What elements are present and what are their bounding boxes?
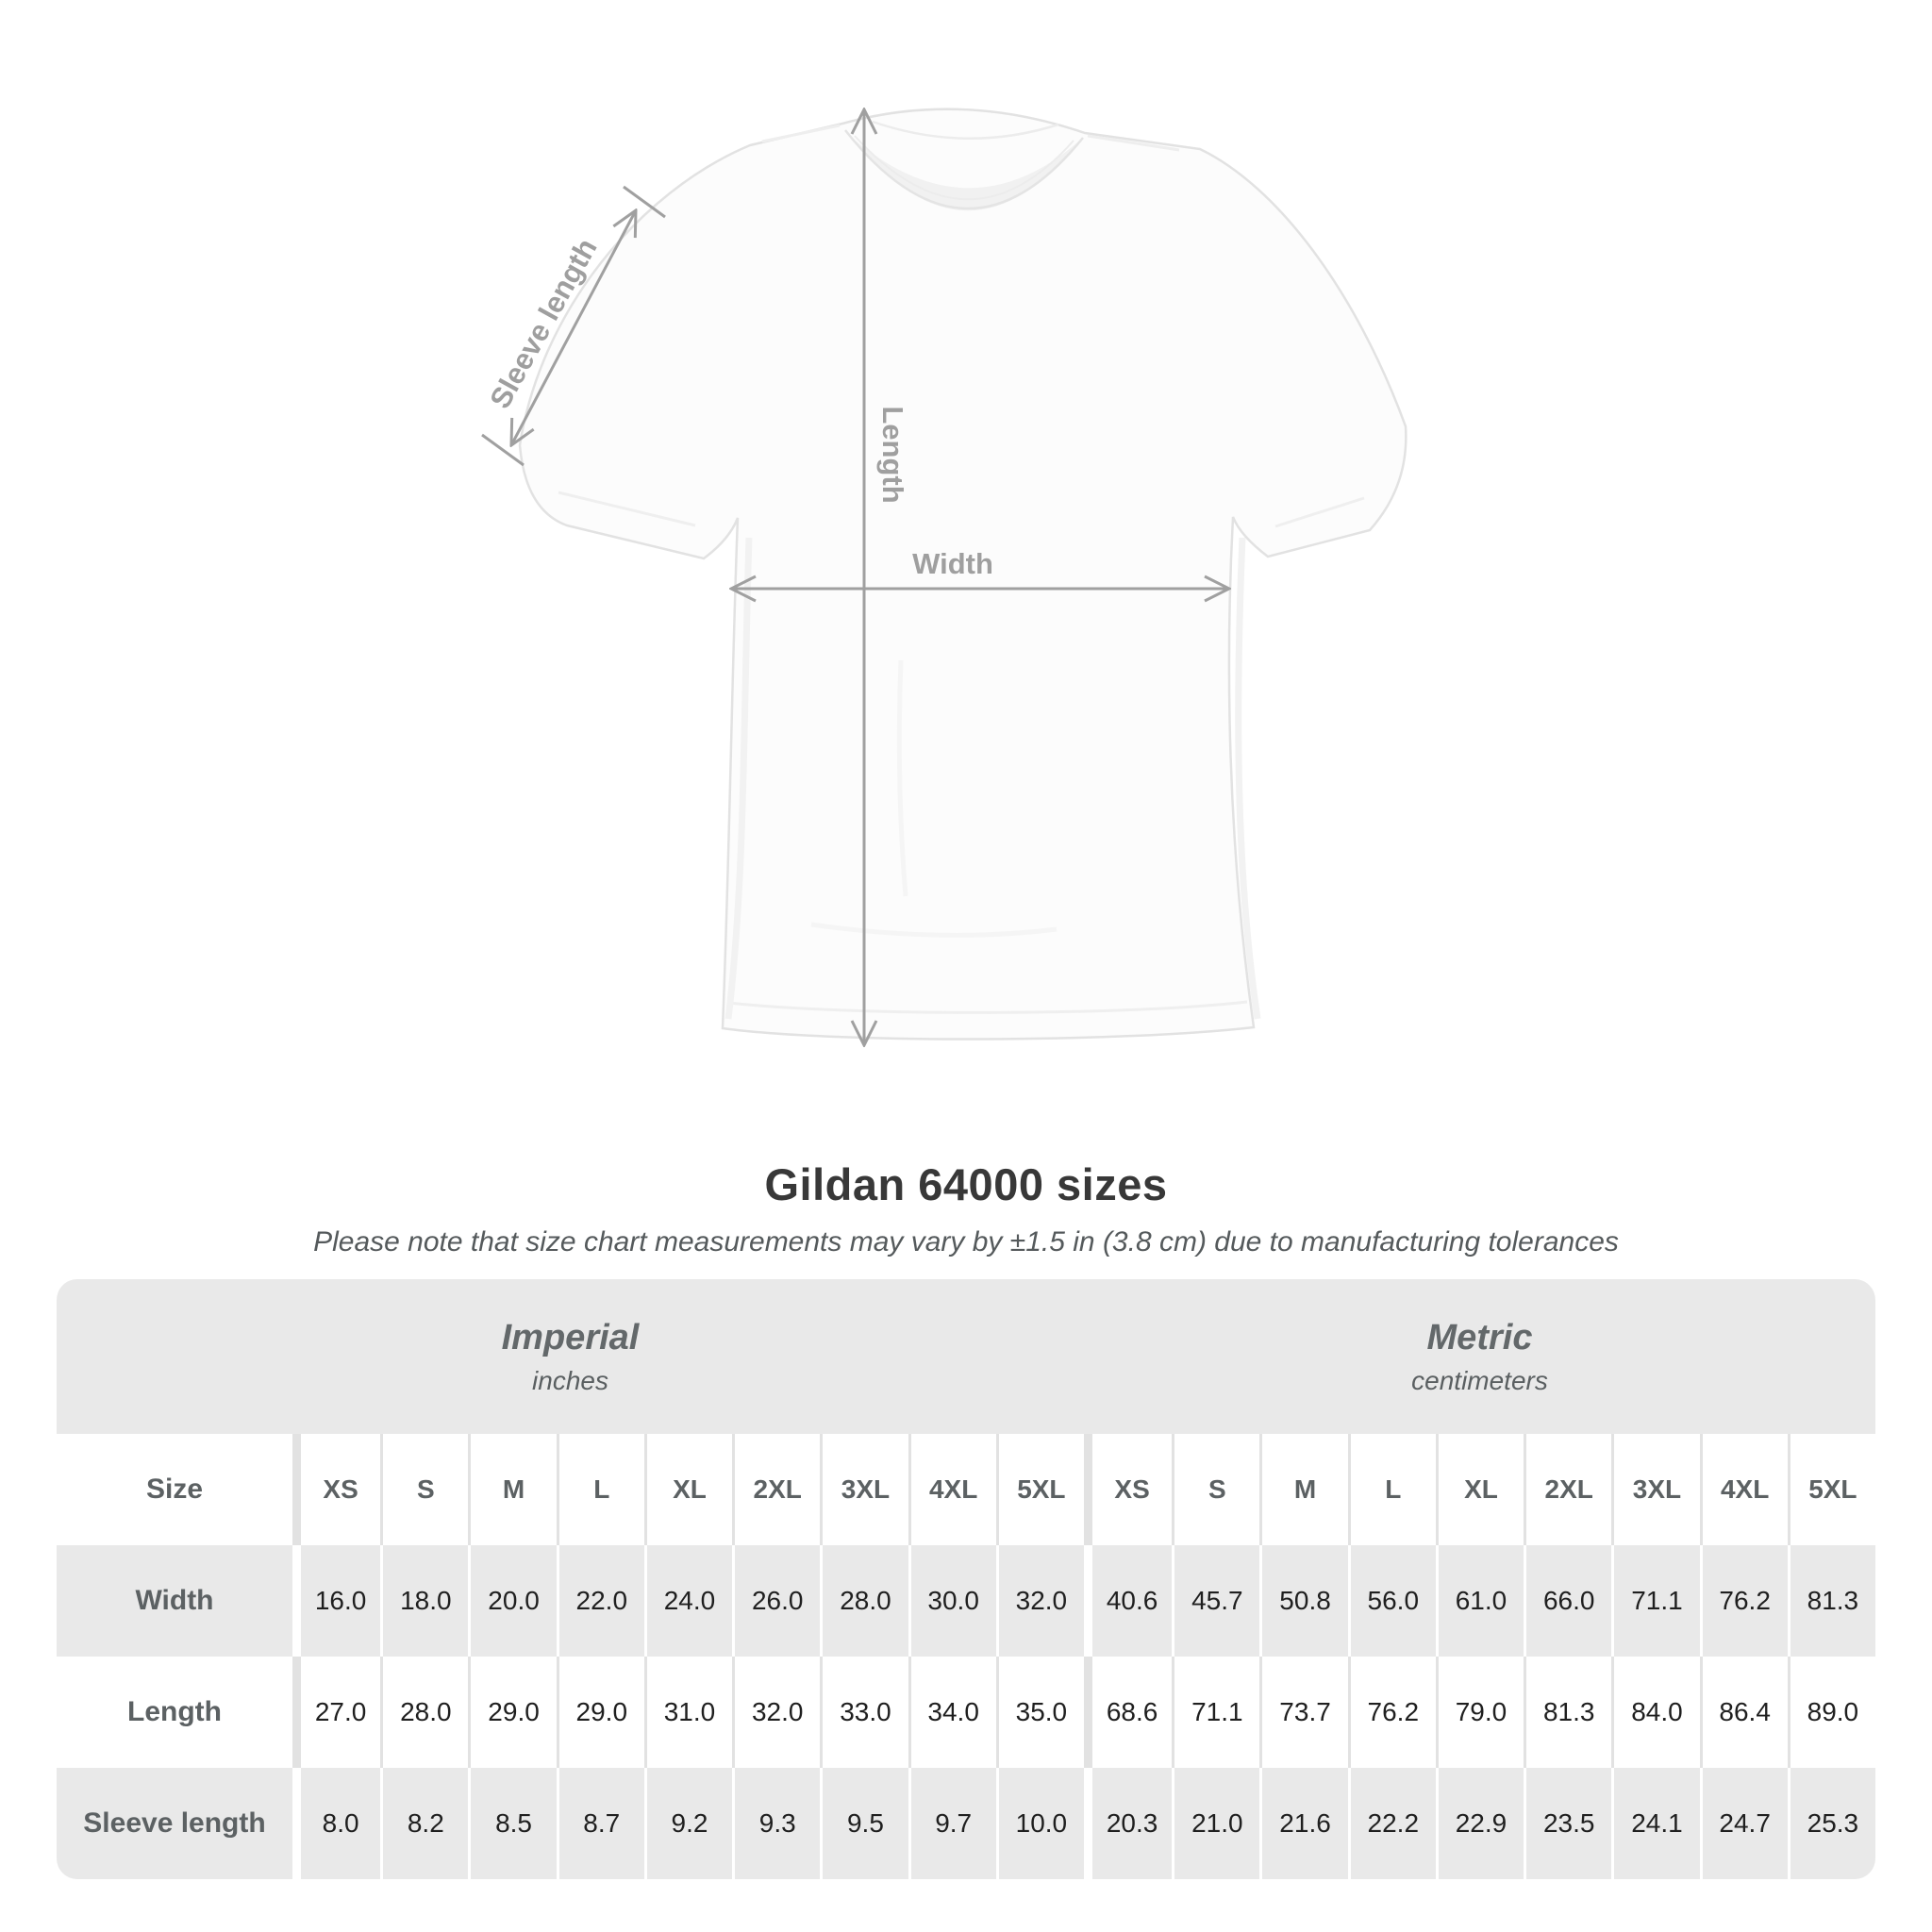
measurement-value-cell: 71.1	[1172, 1657, 1259, 1768]
size-header-row	[57, 1434, 1875, 1545]
measurement-value-cell: 8.7	[557, 1768, 644, 1879]
measurement-value-cell: 9.2	[644, 1768, 732, 1879]
measurement-value-cell: 76.2	[1348, 1657, 1436, 1768]
metric-label: Metric	[1426, 1317, 1533, 1357]
measurement-value-cell: 32.0	[732, 1657, 820, 1768]
size-col-header: XS	[1084, 1434, 1172, 1545]
size-col-header: M	[468, 1434, 556, 1545]
measurement-value-cell: 9.3	[732, 1768, 820, 1879]
measurement-value-cell: 35.0	[996, 1657, 1084, 1768]
size-chart-title: Gildan 64000 sizes	[764, 1159, 1168, 1209]
unit-group-metric	[1084, 1279, 1875, 1434]
measurement-value-cell: 18.0	[380, 1545, 468, 1657]
measurement-value-cell: 56.0	[1348, 1545, 1436, 1657]
measurement-value-cell: 28.0	[820, 1545, 908, 1657]
centimeters-label: centimeters	[1411, 1365, 1548, 1395]
measurement-value-cell: 24.1	[1611, 1768, 1699, 1879]
measurement-value-cell: 24.0	[644, 1545, 732, 1657]
size-col-header: L	[557, 1434, 644, 1545]
row-label: Width	[135, 1585, 214, 1616]
length-label: Length	[875, 406, 909, 504]
size-col-header: M	[1259, 1434, 1347, 1545]
size-col-header: XL	[644, 1434, 732, 1545]
measurement-value-cell: 8.0	[292, 1768, 380, 1879]
measurement-value-cell: 68.6	[1084, 1657, 1172, 1768]
measurement-value-cell: 29.0	[557, 1657, 644, 1768]
measurement-value-cell: 25.3	[1788, 1768, 1875, 1879]
size-col-header: 3XL	[1611, 1434, 1699, 1545]
measurement-value-cell: 81.3	[1788, 1545, 1875, 1657]
measurement-value-cell: 8.2	[380, 1768, 468, 1879]
measurement-value-cell: 73.7	[1259, 1657, 1347, 1768]
measurement-value-cell: 31.0	[644, 1657, 732, 1768]
measurement-value-cell: 20.0	[468, 1545, 556, 1657]
measurement-value-cell: 71.1	[1611, 1545, 1699, 1657]
size-chart-note: Please note that size chart measurements may vary by ±1.5 in (3.8 cm) due to manufacturing tolerances	[313, 1226, 1619, 1257]
table-row	[57, 1768, 1875, 1879]
measurement-value-cell: 81.3	[1524, 1657, 1611, 1768]
measurement-value-cell: 45.7	[1172, 1545, 1259, 1657]
measurement-value-cell: 32.0	[996, 1545, 1084, 1657]
unit-group-header-row	[57, 1279, 1875, 1434]
row-label: Sleeve length	[83, 1807, 266, 1839]
size-chart-table	[57, 1279, 1875, 1879]
measurement-value-cell: 21.6	[1259, 1768, 1347, 1879]
row-label: Length	[127, 1696, 222, 1727]
measurement-value-cell: 79.0	[1436, 1657, 1524, 1768]
measurement-value-cell: 22.0	[557, 1545, 644, 1657]
measurement-value-cell: 30.0	[908, 1545, 996, 1657]
measurement-value-cell: 10.0	[996, 1768, 1084, 1879]
sleeve-length-label: Sleeve length	[483, 232, 604, 414]
unit-group-imperial	[57, 1279, 1084, 1434]
size-col-header: S	[380, 1434, 468, 1545]
measurement-value-cell: 34.0	[908, 1657, 996, 1768]
measurement-value-cell: 22.2	[1348, 1768, 1436, 1879]
measurement-value-cell: 76.2	[1700, 1545, 1788, 1657]
size-col-header: 5XL	[1788, 1434, 1875, 1545]
size-col-header: 2XL	[1524, 1434, 1611, 1545]
size-col-header: 4XL	[908, 1434, 996, 1545]
size-header-label: Size	[145, 1474, 204, 1505]
measurement-value-cell: 40.6	[1084, 1545, 1172, 1657]
measurement-value-cell: 9.7	[908, 1768, 996, 1879]
sleeve-arrow-end-cap	[482, 435, 524, 465]
width-label: Width	[912, 547, 993, 580]
size-col-header: 3XL	[820, 1434, 908, 1545]
size-col-header: L	[1348, 1434, 1436, 1545]
table-row	[57, 1657, 1875, 1768]
measurement-value-cell: 66.0	[1524, 1545, 1611, 1657]
size-col-header: 5XL	[996, 1434, 1084, 1545]
imperial-label: Imperial	[501, 1317, 640, 1357]
measurement-value-cell: 61.0	[1436, 1545, 1524, 1657]
table-row	[57, 1545, 1875, 1657]
measurement-value-cell: 33.0	[820, 1657, 908, 1768]
measurement-value-cell: 84.0	[1611, 1657, 1699, 1768]
measurement-value-cell: 29.0	[468, 1657, 556, 1768]
measurement-value-cell: 9.5	[820, 1768, 908, 1879]
measurement-value-cell: 23.5	[1524, 1768, 1611, 1879]
measurement-value-cell: 24.7	[1700, 1768, 1788, 1879]
measurement-value-cell: 50.8	[1259, 1545, 1347, 1657]
size-col-header: 4XL	[1700, 1434, 1788, 1545]
inches-label: inches	[532, 1365, 608, 1395]
measurement-value-cell: 27.0	[292, 1657, 380, 1768]
size-col-header: S	[1172, 1434, 1259, 1545]
size-col-header: 2XL	[732, 1434, 820, 1545]
size-col-header: XL	[1436, 1434, 1524, 1545]
measurement-value-cell: 86.4	[1700, 1657, 1788, 1768]
measurement-value-cell: 89.0	[1788, 1657, 1875, 1768]
measurement-value-cell: 16.0	[292, 1545, 380, 1657]
measurement-value-cell: 20.3	[1084, 1768, 1172, 1879]
measurement-value-cell: 21.0	[1172, 1768, 1259, 1879]
measurement-value-cell: 8.5	[468, 1768, 556, 1879]
measurement-value-cell: 26.0	[732, 1545, 820, 1657]
size-col-header: XS	[292, 1434, 380, 1545]
measurement-value-cell: 22.9	[1436, 1768, 1524, 1879]
measurement-value-cell: 28.0	[380, 1657, 468, 1768]
